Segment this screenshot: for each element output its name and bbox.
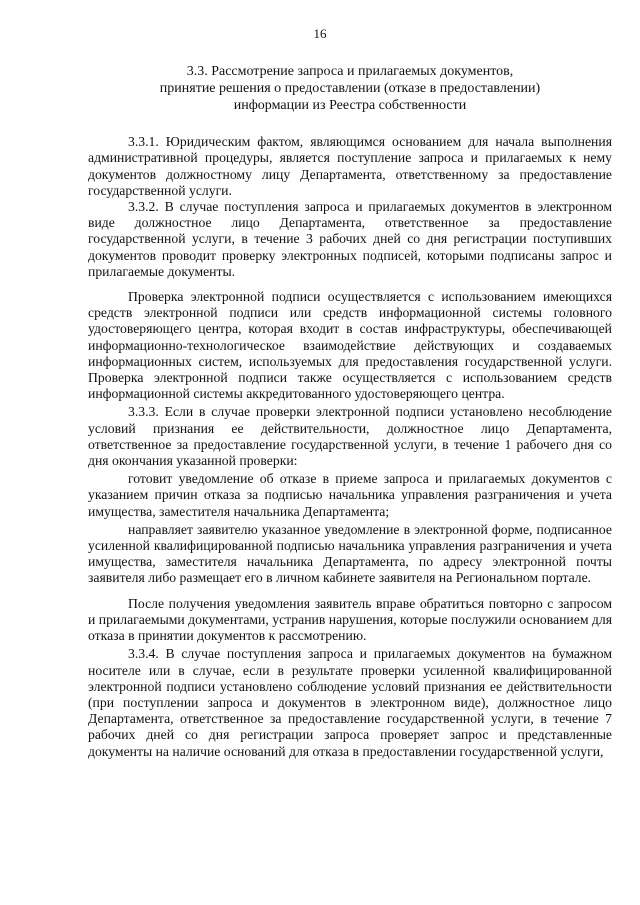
section-title-line: 3.3. Рассмотрение запроса и прилагаемых документов, [186,64,514,80]
paragraph-3-3-3: 3.3.3. Если в случае проверки электронной подписи установлено несоблюдение условий признания ее действительности, должностное лицо Департамента, ответственное за предоставление государственной услуги, в течение 1 рабочего дня со дня окончания указанной проверки: [88,404,612,469]
paragraph-prepare-notice: готовит уведомление об отказе в приеме запроса и прилагаемых документов с указанием причин отказа за подписью начальника управления разграничения и учета имущества, заместителя начальника Департамента; [88,471,612,519]
paragraph-3-3-1: 3.3.1. Юридическим фактом, являющимся основанием для начала выполнения административной процедуры, является поступление запроса и прилагаемых к нему документов должностному лицу Департамента, ответственному за предоставление государственной услуги. [88,134,612,198]
paragraph-signature-check: Проверка электронной подписи осуществляется с использованием имеющихся средств электронной подписи или средств информационной системы головного удостоверяющего центра, которая входит в состав инфраструктуры, обеспечивающей информационно-технологическое взаимодействие действующих и создаваемых информационных систем, используемых для предоставления государственной услуги. Проверка электронной подписи также осуществляется с использованием средств информационной системы аккредитованного удостоверяющего центра. [88,289,612,402]
paragraph-repeat-request: После получения уведомления заявитель вправе обратиться повторно с запросом и прилагаемыми документами, устранив нарушения, которые послужили основанием для отказа в принятии документов к рассмотрению. [88,595,612,644]
paragraph-3-3-4: 3.3.4. В случае поступления запроса и прилагаемых документов на бумажном носителе или в случае, если в результате проверки усиленной квалифицированной электронной подписи установлено соблюдение условий признания ее действительности (при поступлении запроса и документов в электронном виде), должностное лицо Департамента, ответственное за предоставление государственной услуги, в течение 7 рабочих дней со дня регистрации запроса проверяет запрос и представленные документы на наличие оснований для отказа в предоставлении государственной услуги, [88,646,612,759]
section-title [88,63,612,114]
paragraph-3-3-2: 3.3.2. В случае поступления запроса и прилагаемых документов в электронном виде должностное лицо Департамента, ответственное за предоставление государственной услуги, в течение 3 рабочих дней со дня регистрации поступивших документов проводит проверку электронных подписей, которыми подписаны запрос и прилагаемые документы. [88,199,612,279]
section-title-line: принятие решения о предоставлении (отказе в предоставлении) [159,81,541,97]
paragraph-send-notice: направляет заявителю указанное уведомление в электронной форме, подписанное усиленной квалифицированной подписью начальника управления разграничения и учета имущества, заместителя начальника Департамента, по адресу электронной почты заявителя либо размещает его в личном кабинете заявителя на Региональном портале. [88,521,612,586]
page-number: 16 [313,26,327,41]
section-title-line: информации из Реестра собственности [233,98,467,114]
